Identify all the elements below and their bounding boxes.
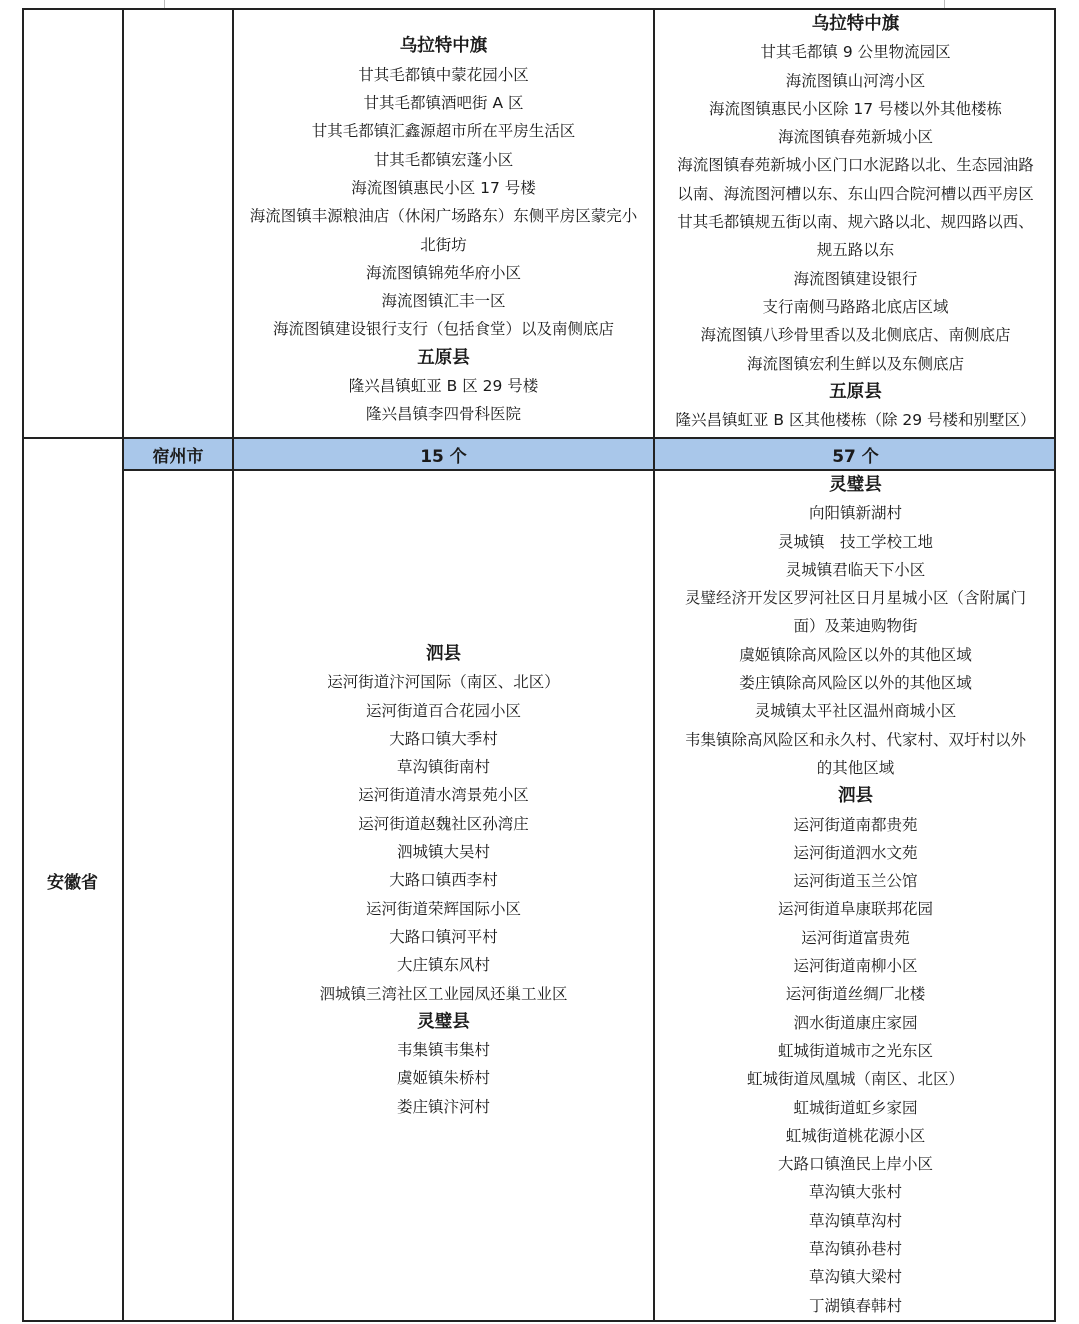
county-heading: 五原县	[417, 347, 470, 368]
location-item: 大路口镇渔民上岸小区	[777, 1155, 933, 1174]
location-item: 海流图镇建设银行支行（包括食堂）以及南侧底店	[272, 320, 614, 339]
location-item: 甘其毛都镇汇鑫源超市所在平房生活区	[311, 122, 576, 141]
location-item: 虹城街道虹乡家园	[793, 1098, 918, 1117]
suzhou-left-cell	[234, 640, 653, 1140]
location-item: 运河街道百合花园小区	[365, 701, 521, 720]
location-item: 甘其毛都镇 9 公里物流园区	[760, 43, 951, 62]
county-heading: 灵璧县	[829, 475, 882, 495]
location-item: 灵城镇太平社区温州商城小区	[754, 702, 957, 721]
location-item: 灵城镇 技工学校工地	[777, 532, 933, 551]
location-item: 泗水街道康庄家园	[793, 1013, 918, 1032]
location-item: 虹城街道凤凰城（南区、北区）	[746, 1070, 964, 1089]
location-item: 虞姬镇朱桥村	[396, 1069, 490, 1088]
city-right-count: 57 个	[832, 447, 879, 467]
location-item: 隆兴昌镇虹亚 B 区其他楼栋（除 29 号楼和别墅区）	[675, 411, 1036, 430]
location-item: 运河街道荣辉国际小区	[365, 899, 521, 918]
location-item: 海流图镇锦苑华府小区	[365, 263, 521, 282]
prev-section-right-cell	[655, 10, 1056, 437]
location-item: 大路口镇西李村	[389, 871, 498, 890]
city-left-count: 15 个	[420, 447, 467, 467]
location-item: 隆兴昌镇虹亚 B 区 29 号楼	[348, 376, 539, 395]
location-item: 娄庄镇除高风险区以外的其他区域	[739, 674, 972, 693]
location-item: 虹城街道桃花源小区	[785, 1126, 926, 1145]
location-item: 甘其毛都镇宏蓬小区	[373, 150, 514, 169]
location-item: 隆兴昌镇李四骨科医院	[365, 405, 521, 424]
prev-section-left-cell	[234, 10, 653, 437]
location-item: 面）及莱迪购物街	[793, 617, 918, 636]
location-item: 海流图镇惠民小区除 17 号楼以外其他楼栋	[708, 99, 1003, 118]
location-item: 运河街道阜康联邦花园	[777, 900, 933, 919]
location-item: 灵城镇君临天下小区	[785, 560, 926, 579]
location-item: 草沟镇孙巷村	[808, 1240, 902, 1259]
province-cell: 安徽省	[47, 873, 98, 893]
location-item: 运河街道泗水文苑	[793, 843, 918, 862]
location-item: 草沟镇街南村	[396, 758, 490, 777]
location-item: 北街坊	[420, 235, 467, 254]
location-item: 运河街道丝绸厂北楼	[785, 985, 926, 1004]
location-item: 运河街道富贵苑	[801, 928, 910, 947]
location-item: 运河街道赵魏社区孙湾庄	[358, 814, 529, 833]
location-item: 向阳镇新湖村	[808, 504, 902, 523]
location-item: 运河街道南都贵苑	[793, 815, 918, 834]
location-item: 韦集镇除高风险区和永久村、代家村、双圩村以外	[684, 730, 1026, 749]
county-heading: 乌拉特中旗	[399, 36, 488, 57]
location-item: 大路口镇大季村	[389, 729, 498, 748]
location-item: 草沟镇大张村	[808, 1183, 902, 1202]
location-item: 运河街道清水湾景苑小区	[358, 786, 529, 805]
location-item: 韦集镇韦集村	[396, 1041, 490, 1060]
city-name: 宿州市	[152, 447, 204, 467]
location-item: 甘其毛都镇中蒙花园小区	[358, 65, 529, 84]
location-item: 海流图镇春苑新城小区	[777, 128, 933, 147]
suzhou-right-cell	[655, 471, 1056, 1322]
location-item: 虹城街道城市之光东区	[777, 1041, 933, 1060]
county-heading: 泗县	[426, 644, 461, 664]
location-item: 娄庄镇汴河村	[396, 1097, 490, 1116]
location-item: 大庄镇东风村	[396, 956, 490, 975]
location-item: 规五路以东	[816, 241, 895, 260]
county-heading: 乌拉特中旗	[811, 14, 900, 34]
location-item: 大路口镇河平村	[389, 927, 498, 946]
top-guide	[164, 0, 165, 8]
location-item: 虞姬镇除高风险区以外的其他区域	[739, 645, 972, 664]
location-item: 海流图镇汇丰一区	[381, 292, 506, 311]
location-item: 海流图镇惠民小区 17 号楼	[351, 178, 536, 197]
location-item: 海流图镇丰源粮油店（休闲广场路东）东侧平房区蒙完小	[249, 207, 638, 226]
location-item: 灵璧经济开发区罗河社区日月星城小区（含附属门	[684, 589, 1026, 608]
location-item: 海流图镇建设银行	[793, 269, 918, 288]
location-item: 甘其毛都镇酒吧街 A 区	[363, 94, 524, 113]
county-heading: 五原县	[829, 381, 882, 402]
location-item: 海流图镇春苑新城小区门口水泥路以北、生态园油路	[677, 156, 1034, 175]
location-item: 丁湖镇春韩村	[808, 1296, 902, 1315]
location-item: 的其他区域	[816, 758, 895, 777]
location-item: 运河街道汴河国际（南区、北区）	[327, 673, 560, 692]
location-item: 海流图镇八珍骨里香以及北侧底店、南侧底店	[700, 326, 1011, 345]
location-item: 海流图镇宏利生鲜以及东侧底店	[746, 354, 964, 373]
location-item: 泗城镇大吴村	[396, 843, 490, 862]
location-item: 运河街道南柳小区	[793, 957, 918, 976]
location-item: 支行南侧马路路北底店区域	[762, 297, 949, 316]
location-item: 运河街道玉兰公馆	[793, 872, 918, 891]
location-item: 甘其毛都镇规五街以南、规六路以北、规四路以西、	[677, 213, 1034, 232]
county-heading: 灵璧县	[417, 1011, 470, 1032]
location-item: 以南、海流图河槽以东、东山四合院河槽以西平房区	[677, 184, 1034, 203]
location-item: 草沟镇草沟村	[808, 1211, 902, 1230]
location-item: 泗城镇三湾社区工业园凤还巢工业区	[319, 984, 568, 1003]
location-item: 海流图镇山河湾小区	[785, 71, 926, 90]
top-guide	[944, 0, 945, 8]
county-heading: 泗县	[838, 786, 873, 807]
location-item: 草沟镇大梁村	[808, 1268, 902, 1287]
